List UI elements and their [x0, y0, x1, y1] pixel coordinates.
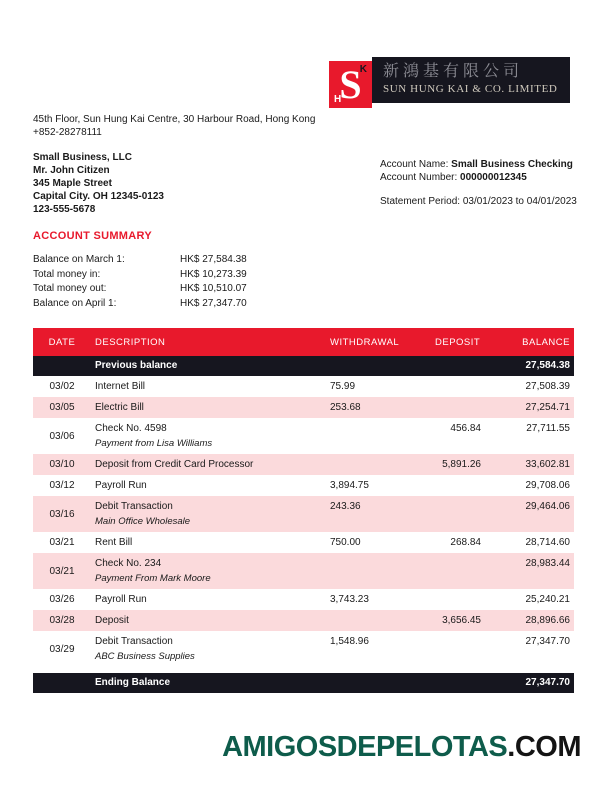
- txn-withdrawal: 75.99: [330, 381, 356, 392]
- txn-deposit: [431, 631, 483, 667]
- txn-description: Deposit: [95, 615, 129, 626]
- customer-address-block: [33, 151, 164, 216]
- txn-description: Check No. 234: [95, 558, 162, 569]
- table-row: [33, 418, 574, 454]
- shk-logo-icon: [329, 61, 372, 108]
- txn-date: 03/05: [33, 397, 91, 418]
- table-row: [33, 475, 574, 496]
- table-row: [33, 454, 574, 475]
- bank-name-english: SUN HUNG KAI & CO. LIMITED: [383, 83, 558, 95]
- txn-description: Debit Transaction: [95, 636, 173, 647]
- txn-date: 03/21: [49, 537, 75, 548]
- txn-description: Payroll Run: [95, 480, 147, 491]
- previous-balance-row: [33, 356, 574, 376]
- txn-balance: 33,602.81: [483, 454, 574, 475]
- txn-withdrawal: 3,743.23: [330, 594, 369, 605]
- table-row: [33, 376, 574, 397]
- logo-letter-k: K: [359, 64, 367, 75]
- summary-row: [33, 253, 247, 268]
- account-number-row: [380, 171, 577, 184]
- header-date: DATE: [33, 328, 91, 356]
- summary-label: Balance on April 1:: [33, 297, 117, 309]
- txn-deposit: [431, 553, 483, 589]
- summary-row: [33, 268, 247, 283]
- transactions-table: [33, 328, 574, 693]
- txn-balance: 28,983.44: [483, 553, 574, 589]
- ending-balance-value: 27,347.70: [483, 673, 574, 693]
- txn-withdrawal: 750.00: [330, 537, 361, 548]
- customer-line: Capital City. OH 12345-0123: [33, 191, 164, 202]
- summary-label: Balance on March 1:: [33, 254, 125, 265]
- account-summary-title: ACCOUNT SUMMARY: [33, 230, 152, 242]
- customer-line: Small Business, LLC: [33, 152, 132, 163]
- txn-description: Electric Bill: [95, 402, 144, 413]
- txn-balance: 25,240.21: [525, 594, 570, 605]
- summary-label: Total money out:: [33, 283, 107, 295]
- watermark-name: AMIGOSDEPELOTAS: [222, 731, 508, 763]
- txn-note: Payment from Lisa Williams: [95, 438, 213, 449]
- txn-note: Main Office Wholesale: [95, 516, 191, 527]
- txn-deposit: [431, 589, 483, 610]
- txn-deposit: [431, 496, 483, 532]
- txn-withdrawal: 1,548.96: [330, 636, 369, 647]
- txn-deposit: 456.84: [450, 423, 481, 434]
- previous-balance-value: 27,584.38: [483, 356, 574, 376]
- account-name-label: Account Name:: [380, 159, 449, 170]
- previous-balance-label: Previous balance: [91, 356, 326, 376]
- account-number-value: 000000012345: [460, 172, 527, 183]
- table-row: [33, 631, 574, 667]
- bank-address-line: 45th Floor, Sun Hung Kai Centre, 30 Harbour Road, Hong Kong: [33, 114, 316, 125]
- txn-date: 03/21: [33, 553, 91, 589]
- txn-deposit: 3,656.45: [431, 610, 483, 631]
- table-row: [33, 397, 574, 418]
- header-balance: BALANCE: [483, 328, 574, 356]
- txn-date: 03/16: [33, 496, 91, 532]
- txn-balance: 29,464.06: [483, 496, 574, 532]
- txn-description: Payroll Run: [95, 594, 147, 605]
- txn-description: Check No. 4598: [95, 423, 167, 434]
- txn-date: 03/28: [33, 610, 91, 631]
- txn-balance: 29,708.06: [525, 480, 570, 491]
- customer-line: 123-555-5678: [33, 204, 96, 215]
- table-row: [33, 532, 574, 553]
- header-description: DESCRIPTION: [91, 328, 326, 356]
- bank-address: [33, 113, 315, 139]
- statement-period-label: Statement Period:: [380, 196, 461, 207]
- txn-date: 03/10: [33, 454, 91, 475]
- txn-balance: 27,508.39: [525, 381, 570, 392]
- table-row: [33, 589, 574, 610]
- summary-row: [33, 297, 247, 312]
- table-row: [33, 610, 574, 631]
- table-header-row: [33, 328, 574, 356]
- txn-balance: 28,896.66: [483, 610, 574, 631]
- txn-withdrawal: 243.36: [326, 496, 431, 532]
- txn-date: 03/29: [49, 643, 75, 655]
- bank-phone: +852-28278111: [33, 127, 102, 138]
- header-deposit: DEPOSIT: [431, 328, 483, 356]
- header-withdrawal: WITHDRAWAL: [326, 328, 431, 356]
- account-number-label: Account Number:: [380, 172, 458, 183]
- site-watermark: [222, 731, 581, 764]
- bank-logo-bar: [372, 57, 570, 103]
- logo-letter-h: H: [334, 94, 342, 105]
- summary-row: [33, 282, 247, 297]
- txn-deposit: [431, 397, 483, 418]
- txn-withdrawal: 3,894.75: [330, 480, 369, 491]
- table-row: [33, 553, 574, 589]
- txn-date: 03/02: [49, 381, 75, 392]
- txn-balance: 27,254.71: [483, 397, 574, 418]
- account-summary-table: [33, 253, 247, 311]
- logo-letter-s: S: [339, 62, 362, 107]
- txn-withdrawal: [326, 454, 431, 475]
- account-info-block: [380, 158, 577, 208]
- statement-period-row: [380, 195, 577, 208]
- txn-withdrawal: 253.68: [326, 397, 431, 418]
- summary-value: HK$ 10,510.07: [180, 283, 247, 295]
- customer-line: 345 Maple Street: [33, 178, 112, 189]
- watermark-tld: .COM: [507, 731, 581, 763]
- txn-withdrawal: [326, 418, 431, 454]
- ending-balance-row: [33, 673, 574, 693]
- statement-period-value: 03/01/2023 to 04/01/2023: [462, 196, 577, 207]
- customer-line: Mr. John Citizen: [33, 165, 110, 176]
- txn-date: 03/26: [49, 594, 75, 605]
- summary-label: Total money in:: [33, 268, 101, 280]
- txn-deposit: [431, 376, 483, 397]
- txn-description: Debit Transaction: [95, 501, 173, 512]
- txn-balance: 27,347.70: [525, 636, 570, 647]
- summary-value: HK$ 10,273.39: [180, 268, 247, 280]
- ending-balance-label: Ending Balance: [91, 673, 326, 693]
- txn-description: Internet Bill: [95, 381, 146, 392]
- summary-value: HK$ 27,347.70: [180, 297, 247, 309]
- txn-note: Payment From Mark Moore: [95, 573, 211, 584]
- txn-description: Rent Bill: [95, 537, 133, 548]
- txn-withdrawal: [326, 553, 431, 589]
- txn-date: 03/06: [49, 430, 75, 442]
- bank-name-chinese: 新鴻基有限公司: [383, 63, 524, 80]
- account-name-row: [380, 158, 577, 171]
- txn-balance: 28,714.60: [525, 537, 570, 548]
- table-row: [33, 496, 574, 532]
- txn-deposit: [431, 475, 483, 496]
- txn-balance: 27,711.55: [526, 423, 570, 434]
- txn-deposit: 5,891.26: [431, 454, 483, 475]
- account-name-value: Small Business Checking: [451, 159, 573, 170]
- txn-withdrawal: [326, 610, 431, 631]
- txn-deposit: 268.84: [450, 537, 481, 548]
- txn-description: Deposit from Credit Card Processor: [95, 459, 254, 470]
- summary-value: HK$ 27,584.38: [180, 254, 247, 265]
- txn-note: ABC Business Supplies: [95, 651, 195, 662]
- txn-date: 03/12: [49, 480, 75, 491]
